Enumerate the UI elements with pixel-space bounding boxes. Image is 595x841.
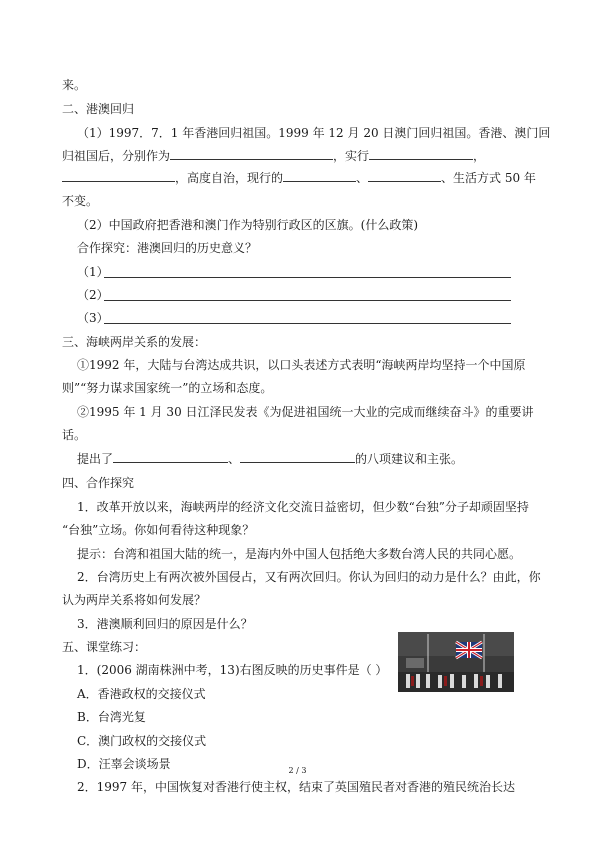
fill-blank[interactable] xyxy=(170,149,333,160)
handover-ceremony-photo xyxy=(398,632,514,692)
text-line: 则”“努力谋求国家统一”的立场和态度。 xyxy=(62,381,273,395)
text-fragment: ，高度自治，现行的 xyxy=(175,171,284,185)
text-line: （2）中国政府把香港和澳门作为特别行政区的区旗。(什么政策) xyxy=(77,218,419,232)
option-a: A．香港政权的交接仪式 xyxy=(77,687,206,701)
text-line: 合作探究：港澳回归的历史意义？ xyxy=(77,241,258,255)
text-line: 3．港澳顺利回归的原因是什么？ xyxy=(77,617,253,631)
text-line: 话。 xyxy=(62,428,87,442)
text-line-with-blanks: 归祖国后，分别作为 ，实行 ， xyxy=(62,149,486,163)
question-text: 2．1997 年，中国恢复对香港行使主权，结束了英国殖民者对香港的殖民统治长达 xyxy=(77,780,515,794)
text-line: 认为两岸关系将如何发展？ xyxy=(62,593,207,607)
text-line-with-blanks xyxy=(77,451,463,467)
text-line: 不变。 xyxy=(62,194,99,208)
text-line: 2．台湾历史上有两次被外国侵占，又有两次回归。你认为回归的动力是什么？由此，你 xyxy=(77,570,541,584)
fill-blank[interactable] xyxy=(113,452,228,463)
fill-blank[interactable] xyxy=(368,171,441,182)
fill-blank[interactable] xyxy=(62,171,175,182)
text-fragment: 、 xyxy=(228,452,241,466)
section-heading-4: 四、合作探究 xyxy=(62,476,135,490)
text-line: ①1992 年，大陆与台湾达成共识，以口头表述方式表明“海峡两岸均坚持一个中国原 xyxy=(77,358,526,372)
answer-label: （2） xyxy=(77,288,109,302)
option-d: D．汪辜会谈场景 xyxy=(77,757,171,771)
text-line: ②1995 年 1 月 30 日江泽民发表《为促进祖国统一大业的完成而继续奋斗》的重要讲 xyxy=(77,405,534,419)
text-fragment: 归祖国后，分别作为 xyxy=(62,149,171,163)
question-text: 1．(2006 湖南株洲中考，13)右图反映的历史事件是（ ） xyxy=(77,663,388,677)
text-line: “台独”立场。你如何看待这种现象？ xyxy=(62,523,255,537)
fill-blank[interactable] xyxy=(283,171,356,182)
section-heading-5: 五、课堂练习： xyxy=(62,640,147,654)
text-line: 提示：台湾和祖国大陆的统一，是海内外中国人包括绝大多数台湾人民的共同心愿。 xyxy=(77,547,522,561)
section-heading-2: 二、港澳回归 xyxy=(62,102,135,116)
fill-blank[interactable] xyxy=(369,149,473,160)
text-line: 来。 xyxy=(62,78,87,92)
answer-label: （3） xyxy=(77,311,109,325)
answer-line[interactable] xyxy=(104,323,511,324)
text-fragment: 、生活方式 50 年 xyxy=(441,171,536,185)
text-line: 1．改革开放以来，海峡两岸的经济文化交流日益密切，但少数“台独”分子却顽固坚持 xyxy=(77,500,529,514)
fill-blank[interactable] xyxy=(240,452,355,463)
text-line-with-blanks xyxy=(62,170,536,186)
text-line: （1）1997．7．1 年香港回归祖国。1999 年 12 月 20 日澳门回归祖国。香港、澳门回 xyxy=(77,126,551,140)
answer-line[interactable] xyxy=(104,277,511,278)
answer-line[interactable] xyxy=(104,300,511,301)
text-fragment: ，实行 xyxy=(333,149,370,163)
page-number: 2 / 3 xyxy=(288,766,307,775)
answer-label: （1） xyxy=(77,265,109,279)
section-heading-3: 三、海峡两岸关系的发展： xyxy=(62,335,207,349)
text-fragment: 的八项建议和主张。 xyxy=(355,452,464,466)
text-fragment: 、 xyxy=(356,171,369,185)
text-fragment: 提出了 xyxy=(77,452,114,466)
option-c: C．澳门政权的交接仪式 xyxy=(77,734,207,748)
option-b: B．台湾光复 xyxy=(77,710,146,724)
